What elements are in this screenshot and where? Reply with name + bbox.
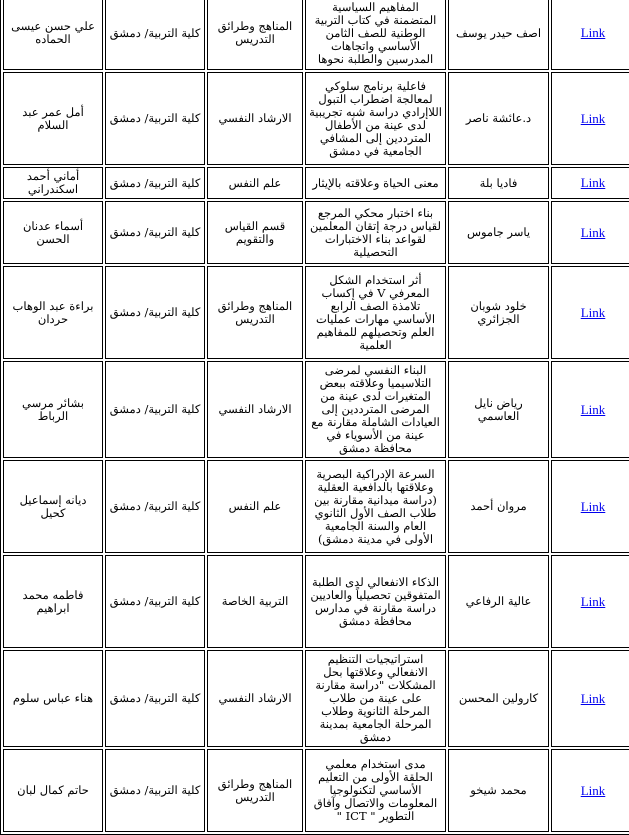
student-name: د.عائشة ناصر [465, 111, 532, 125]
supervisor-name: أماني أحمد اسكندراني [26, 169, 80, 196]
link[interactable]: Link [580, 25, 606, 40]
thesis-title: الذكاء الانفعالي لدى الطلبة المتفوقين تحصيلياً والعاديين دراسة مقارنة في مدارس محافظة دمشق [310, 574, 441, 628]
supervisor-name: حاتم كمال لبان [17, 783, 89, 797]
link[interactable]: Link [580, 782, 606, 798]
supervisor-name-cell [3, 460, 103, 553]
table-row [3, 201, 629, 264]
department: علم النفس [228, 175, 282, 190]
table-row [3, 0, 629, 70]
table-row [3, 167, 629, 199]
table-row [3, 555, 629, 648]
college: كلية التربية/ دمشق [109, 175, 201, 190]
student-name-cell [448, 361, 549, 458]
supervisor-name-cell [3, 72, 103, 165]
department-cell [207, 201, 303, 264]
department: المناهج وطرائق التدريس [217, 19, 293, 46]
link-cell [551, 361, 629, 458]
supervisor-name-cell [3, 266, 103, 359]
department-cell [207, 555, 303, 648]
link-cell [551, 650, 629, 747]
thesis-title-cell [305, 460, 446, 553]
college: كلية التربية/ دمشق [109, 225, 201, 239]
college: كلية التربية/ دمشق [109, 111, 201, 125]
thesis-title-cell [305, 72, 446, 165]
link-cell [551, 266, 629, 359]
student-name: خلود شوبان الجزائري [470, 298, 527, 326]
thesis-title-cell [305, 650, 446, 747]
thesis-title: بناء اختبار محكي المرجع لقياس درجة إتقان المعلمين لقواعد بناء الاختبارات التحصيلية [310, 205, 441, 259]
link[interactable]: Link [580, 401, 606, 417]
student-name-cell [448, 266, 549, 359]
link[interactable]: Link [580, 593, 606, 609]
department: الارشاد النفسي [218, 402, 292, 416]
college: كلية التربية/ دمشق [109, 499, 201, 513]
college: كلية التربية/ دمشق [109, 594, 201, 608]
department: الارشاد النفسي [218, 691, 292, 705]
link-cell [551, 555, 629, 648]
supervisor-name-cell [3, 201, 103, 264]
student-name-cell [448, 201, 549, 264]
supervisor-name: براءة عبد الوهاب حردان [12, 298, 94, 326]
student-name: عالية الرفاعي [465, 594, 532, 608]
college: كلية التربية/ دمشق [109, 691, 201, 705]
link[interactable]: Link [580, 110, 606, 126]
link-cell [551, 167, 629, 199]
college-cell [105, 266, 205, 359]
student-name: مروان أحمد [470, 499, 527, 513]
link-cell [551, 749, 629, 832]
student-name-cell [448, 0, 549, 70]
department: المناهج وطرائق التدريس [217, 298, 293, 326]
table-body [3, 0, 629, 832]
link-cell [551, 201, 629, 264]
department-cell [207, 361, 303, 458]
supervisor-name-cell [3, 361, 103, 458]
college: كلية التربية/ دمشق [109, 305, 201, 319]
link-cell [551, 0, 629, 70]
college-cell [105, 555, 205, 648]
link-cell [551, 72, 629, 165]
department-cell [207, 650, 303, 747]
link[interactable]: Link [580, 690, 606, 706]
link[interactable]: Link [580, 498, 606, 514]
college-cell [105, 72, 205, 165]
supervisor-name: علي حسن عيسى الحماده [11, 19, 95, 46]
link-cell [551, 460, 629, 553]
college-cell [105, 650, 205, 747]
department-cell [207, 749, 303, 832]
table-row [3, 72, 629, 165]
college: كلية التربية/ دمشق [109, 402, 201, 416]
thesis-title: استراتيجيات التنظيم الانفعالي وعلاقتها بحل المشكلات "دراسة مقارنة على عينة من طلاب المرحلة الثانوية وطلاب المرحلة الجامعية بمدينة دمشق [315, 652, 436, 744]
thesis-title-cell [305, 266, 446, 359]
supervisor-name-cell [3, 167, 103, 199]
thesis-title: السرعة الإدراكية البصرية وعلاقتها بالدافعية العقلية (دراسة ميدانية مقارنة بين طلاب الصف الأول الثانوي العام والسنة الجامعية الأولى في مدينة دمشق) [314, 466, 437, 546]
supervisor-name: أمل عمر عبد السلام [22, 104, 84, 132]
department-cell [207, 167, 303, 199]
thesis-title: المفاهيم السياسية المتضمنة في كتاب التربية الوطنية للصف الثامن الأساسي واتجاهات المدرسين والطلبة نحوها [314, 0, 437, 66]
student-name: محمد شيخو [470, 783, 527, 797]
supervisor-name: هناء عباس سلوم [12, 691, 94, 705]
thesis-title-cell [305, 361, 446, 458]
college-cell [105, 167, 205, 199]
student-name: رياض نايل العاسمي [474, 395, 523, 423]
college-cell [105, 201, 205, 264]
supervisor-name-cell [3, 650, 103, 747]
link[interactable]: Link [580, 224, 606, 240]
link[interactable]: Link [580, 304, 606, 320]
thesis-title: أثر استخدام الشكل المعرفي V في إكساب تلامذة الصف الرابع الأساسي مهارات عمليات العلم وتحصيلهم للمفاهيم العلمية [315, 272, 436, 352]
supervisor-name-cell [3, 555, 103, 648]
college-cell [105, 0, 205, 70]
department: قسم القياس والتقويم [224, 218, 286, 246]
link[interactable]: Link [580, 175, 606, 190]
department-cell [207, 460, 303, 553]
student-name: اصف حيدر يوسف [455, 25, 542, 40]
supervisor-name: بشائر مرسي الرباط [22, 395, 84, 423]
table-row [3, 650, 629, 747]
college: كلية التربية/ دمشق [109, 783, 201, 797]
college: كلية التربية/ دمشق [109, 25, 201, 40]
department-cell [207, 266, 303, 359]
thesis-title-cell [305, 167, 446, 199]
department: التربية الخاصة [221, 594, 289, 608]
department-cell [207, 0, 303, 70]
thesis-title: فاعلية برنامج سلوكي لمعالجة اضطراب التبول اللاإرادي دراسة شبه تجريبية لدى عينة من الأطفال المترددين إلى المشافي الجامعية في دمشق [309, 78, 442, 158]
student-name: كارولين المحسن [458, 691, 539, 705]
department: علم النفس [228, 499, 282, 513]
student-name-cell [448, 167, 549, 199]
student-name-cell [448, 749, 549, 832]
student-name-cell [448, 650, 549, 747]
table-row [3, 460, 629, 553]
department: المناهج وطرائق التدريس [217, 776, 293, 804]
supervisor-name-cell [3, 749, 103, 832]
supervisor-name: فاطمه محمد ابراهيم [22, 587, 84, 615]
supervisor-name-cell [3, 0, 103, 70]
student-name-cell [448, 555, 549, 648]
department: الارشاد النفسي [218, 111, 292, 125]
college-cell [105, 361, 205, 458]
table-row [3, 266, 629, 359]
student-name: ياسر جاموس [466, 225, 531, 239]
thesis-title-cell [305, 749, 446, 832]
thesis-title: البناء النفسي لمرضى التلاسيميا وعلاقته ببعض المتغيرات لدى عينة من المرضى المترددين إلى العيادات الشاملة مقارنة مع عينة من الأسوياء في محافظة دمشق [311, 363, 440, 455]
college-cell [105, 749, 205, 832]
table-row [3, 749, 629, 832]
thesis-title-cell [305, 0, 446, 70]
supervisor-name: أسماء عدنان الحسن [22, 218, 84, 246]
thesis-title: مدى استخدام معلمي الحلقة الأولى من التعليم الأساسي لتكنولوجيا المعلومات والاتصال وآفاق التطوير " ICT " [313, 757, 438, 823]
supervisor-name: ديانه إسماعيل كحيل [19, 492, 87, 520]
college-cell [105, 460, 205, 553]
student-name: فاديا بلة [479, 175, 518, 190]
student-name-cell [448, 72, 549, 165]
thesis-title-cell [305, 555, 446, 648]
table-row [3, 361, 629, 458]
department-cell [207, 72, 303, 165]
student-name-cell [448, 460, 549, 553]
thesis-title: معنى الحياة وعلاقته بالإيثار [312, 175, 439, 190]
thesis-title-cell [305, 201, 446, 264]
